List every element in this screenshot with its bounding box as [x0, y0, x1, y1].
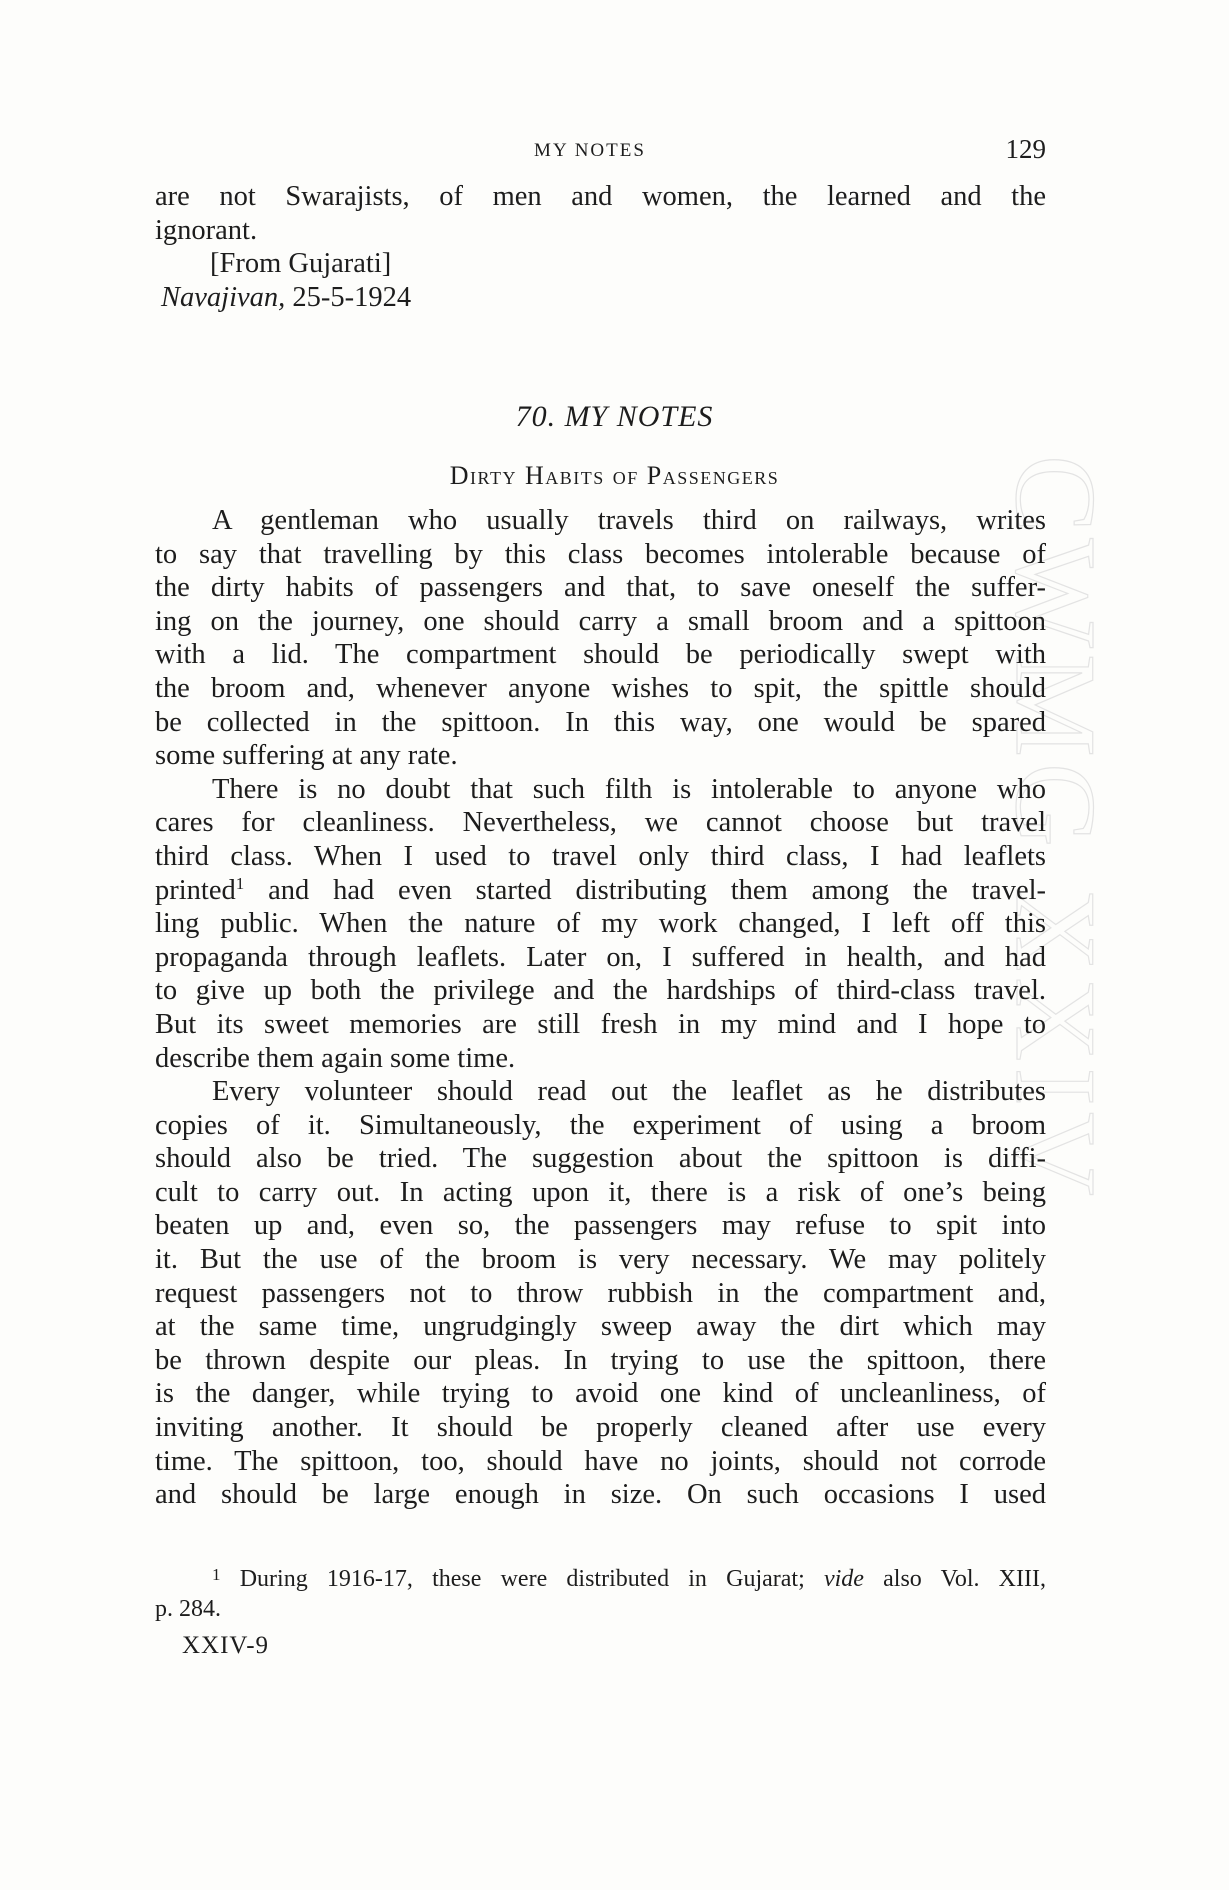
text-line: copies of it. Simultaneously, the experiment of using a broom — [155, 1109, 1046, 1141]
running-head — [0, 136, 1229, 166]
article-body — [155, 504, 1046, 1512]
text-line: propaganda through leaflets. Later on, I suffered in health, and had — [155, 941, 1046, 973]
text-line: it. But the use of the broom is very necessary. We may politely — [155, 1244, 1046, 1276]
citation-date: 25-5-1924 — [292, 281, 412, 313]
footnote-line: p. 284. — [155, 1596, 221, 1622]
text-line: some suffering at any rate. — [155, 740, 458, 772]
paragraph — [155, 773, 1046, 1075]
page-number: 129 — [1005, 134, 1046, 164]
text-line: ling public. When the nature of my work changed, I left off this — [155, 908, 1046, 940]
footnote-reference: 1 — [235, 873, 245, 893]
footnote-text: During 1916-17, these were distributed in Gujarat; — [220, 1566, 824, 1592]
text-line — [155, 874, 1046, 908]
text-line: But its sweet memories are still fresh in my mind and I hope to — [155, 1008, 1046, 1040]
footnote-vide: vide — [823, 1566, 864, 1592]
printed-word: printed — [155, 874, 236, 906]
text-line: There is no doubt that such filth is intolerable to anyone who — [212, 773, 1046, 805]
source-note: [From Gujarati] — [210, 248, 392, 280]
running-title: MY NOTES — [534, 140, 646, 161]
text-line: to say that travelling by this class becomes intolerable because of — [155, 538, 1046, 570]
text-line: is the danger, while trying to avoid one kind of uncleanliness, of — [155, 1378, 1046, 1410]
text-line: and should be large enough in size. On such occasions I used — [155, 1479, 1046, 1511]
text-line: time. The spittoon, too, should have no joints, should not corrode — [155, 1445, 1046, 1477]
paragraph — [155, 1075, 1046, 1512]
text-line: request passengers not to throw rubbish in the compartment and, — [155, 1277, 1046, 1309]
text-line-rest: and had even started distributing them among the travel- — [268, 874, 1047, 906]
article-title: 70. MY NOTES — [515, 400, 714, 433]
text-line: ing on the journey, one should carry a small broom and a spittoon — [155, 605, 1046, 637]
citation — [155, 281, 1046, 315]
continuation-line: are not Swarajists, of men and women, the learned and the — [155, 181, 1046, 212]
text-line: at the same time, ungrudgingly sweep away the dirt which may — [155, 1311, 1046, 1343]
text-line: describe them again some time. — [155, 1042, 516, 1074]
text-line: A gentleman who usually travels third on railways, writes — [212, 505, 1046, 536]
continuation-line: ignorant. — [155, 214, 258, 246]
text-line: the broom and, whenever anyone wishes to spit, the spittle should — [155, 672, 1046, 704]
text-line: third class. When I used to travel only third class, I had leaflets — [155, 840, 1046, 872]
footnote-line — [155, 1560, 1046, 1594]
text-line: inviting another. It should be properly cleaned after use every — [155, 1412, 1046, 1444]
watermark-text: CWMG XXIV — [991, 455, 1119, 1202]
text-line: should also be tried. The suggestion about the spittoon is diffi- — [155, 1143, 1046, 1175]
text-line: beaten up and, even so, the passengers may refuse to spit into — [155, 1210, 1046, 1242]
text-line: with a lid. The compartment should be periodically swept with — [155, 639, 1046, 671]
paragraph — [155, 504, 1046, 773]
text-line: Every volunteer should read out the leaflet as he distributes — [212, 1076, 1046, 1108]
footnote — [155, 1560, 1046, 1624]
citation-title: Navajivan, — [161, 281, 286, 313]
article-subheading: Dirty Habits of Passengers — [449, 461, 780, 490]
footnote-marker: 1 — [212, 1565, 221, 1584]
continuation-text — [155, 180, 1046, 314]
text-line: to give up both the privilege and the hardships of third-class travel. — [155, 975, 1046, 1007]
text-line: the dirty habits of passengers and that, to save oneself the suffer- — [155, 572, 1046, 604]
text-line: be collected in the spittoon. In this way, one would be spared — [155, 706, 1046, 738]
footnote-text-after: also Vol. XIII, — [863, 1566, 1046, 1592]
text-line: be thrown despite our pleas. In trying to use the spittoon, there — [155, 1344, 1046, 1376]
volume-signature: XXIV-9 — [182, 1632, 270, 1659]
text-line: cult to carry out. In acting upon it, there is a risk of one’s being — [155, 1176, 1046, 1208]
text-line: cares for cleanliness. Nevertheless, we cannot choose but travel — [155, 807, 1046, 839]
